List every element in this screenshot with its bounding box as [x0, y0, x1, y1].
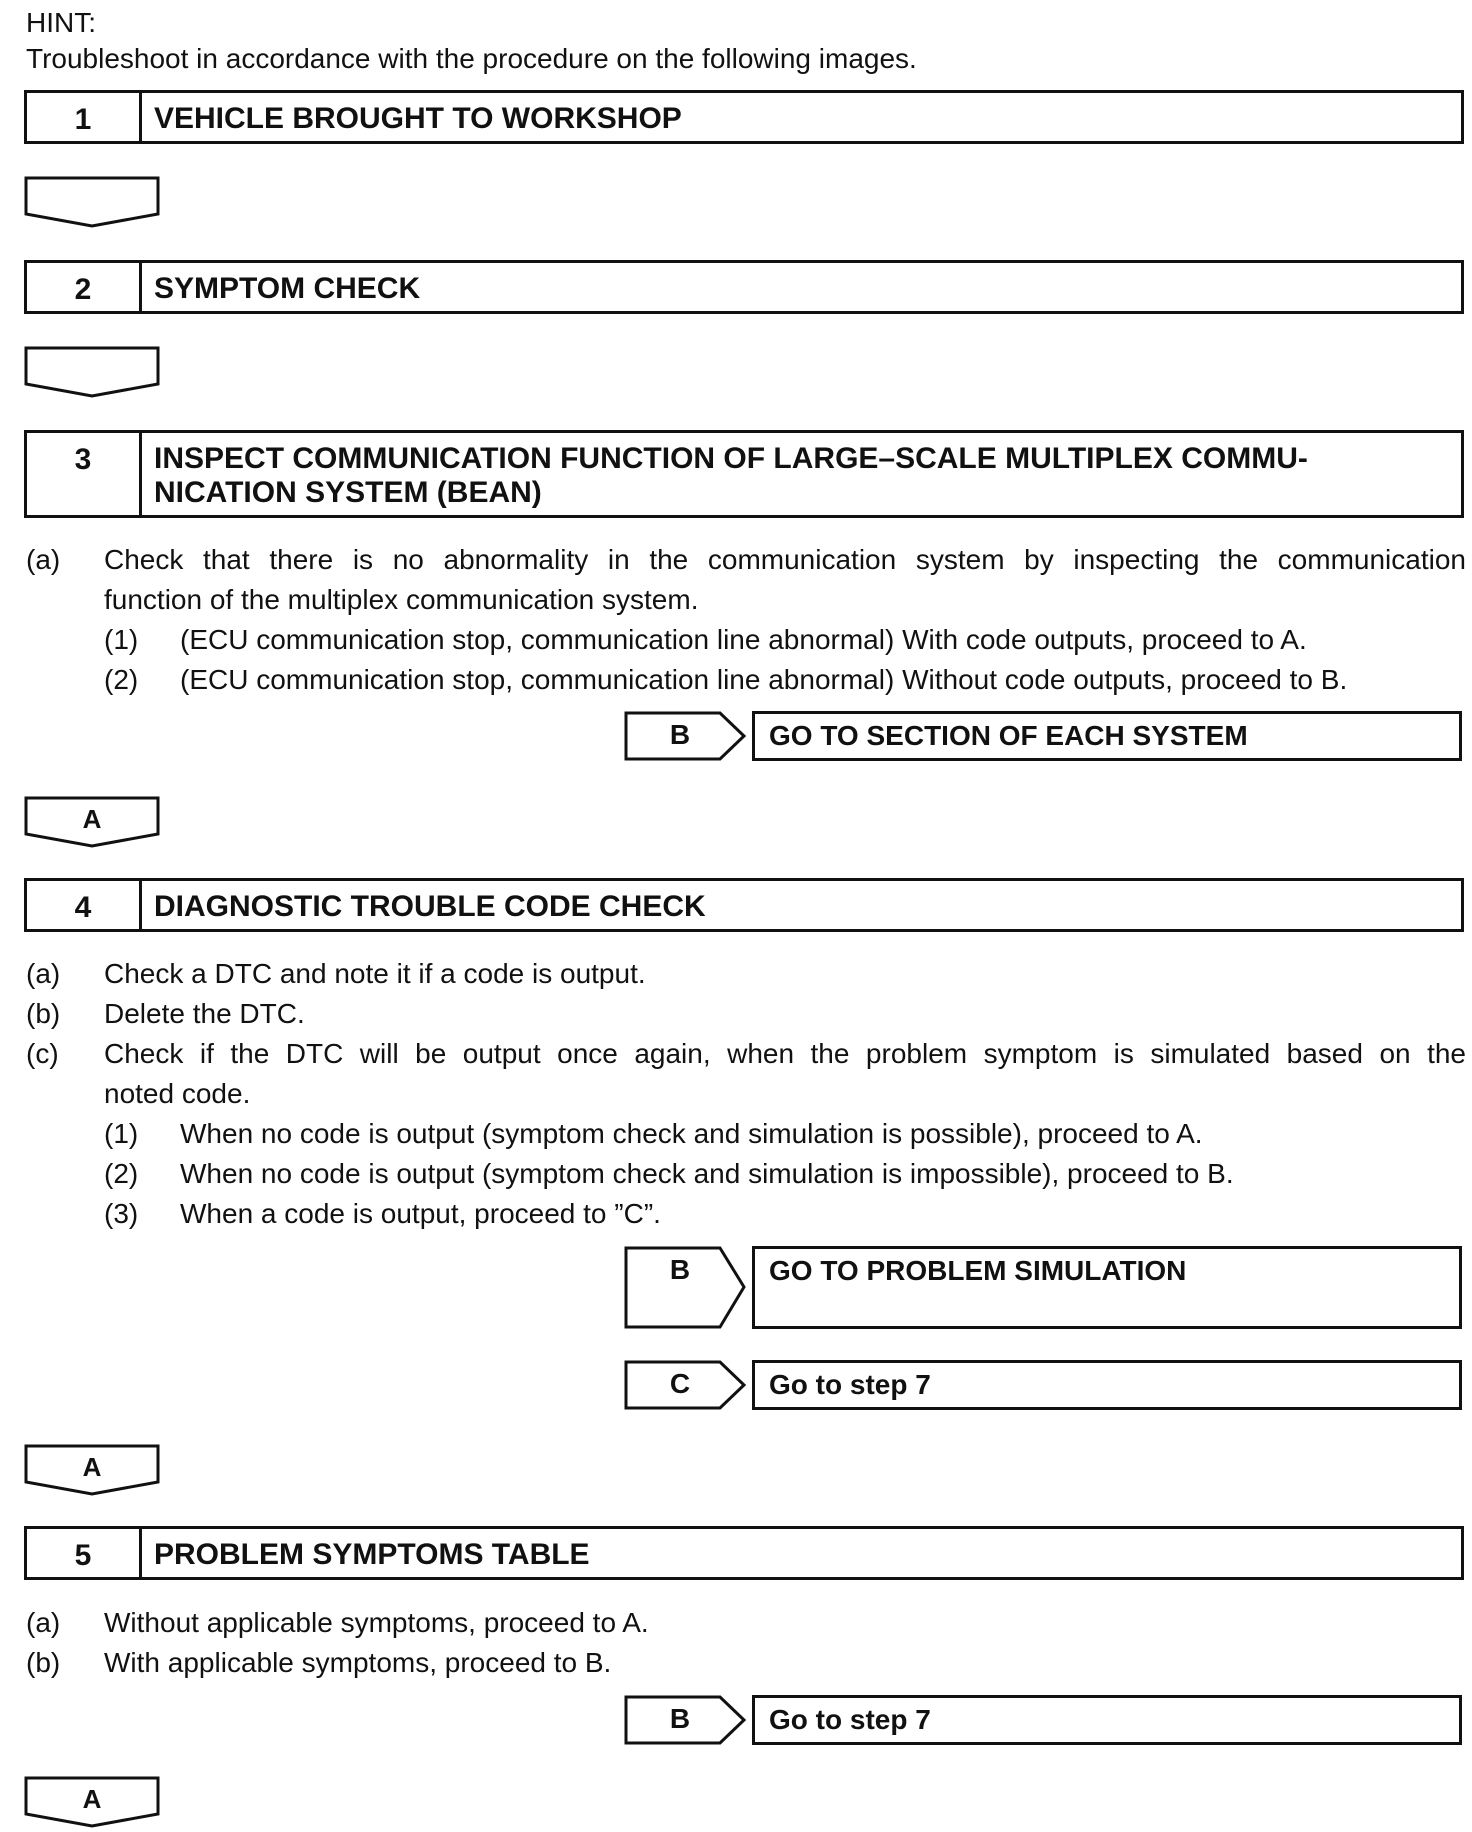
step-number: 4 [27, 881, 142, 929]
subitem-text: (ECU communication stop, communication line abnormal) With code outputs, proceed to A. [180, 624, 1307, 655]
step-number: 2 [27, 263, 142, 311]
step-number: 1 [27, 93, 142, 141]
item-text: Check a DTC and note it if a code is output. [104, 958, 646, 989]
item-text: Delete the DTC. [104, 998, 305, 1029]
branch-letter: B [669, 1254, 691, 1285]
item-text: Without applicable symptoms, proceed to A. [104, 1607, 649, 1638]
subitem-text: When no code is output (symptom check and simulation is possible), proceed to A. [180, 1118, 1203, 1149]
item-mark: (b) [26, 998, 61, 1029]
hint-text: Troubleshoot in accordance with the procedure on the following images. [26, 43, 917, 74]
arrow-label: A [82, 1784, 102, 1814]
subitem-mark: (3) [104, 1198, 139, 1229]
item-text: With applicable symptoms, proceed to B. [104, 1647, 612, 1678]
down-arrow-icon [24, 346, 160, 400]
step-title: DIAGNOSTIC TROUBLE CODE CHECK [154, 890, 706, 923]
down-arrow-icon [24, 176, 160, 230]
step-title: PROBLEM SYMPTOMS TABLE [154, 1538, 590, 1571]
branch-letter: B [669, 719, 691, 750]
arrow-label: A [82, 804, 102, 834]
item-mark: (a) [26, 1607, 61, 1638]
down-arrow-connector-a [24, 1444, 160, 1498]
item-text: function of the multiplex communication system. [104, 584, 699, 615]
branch-b-go-to-section [624, 711, 1466, 761]
branch-letter: B [669, 1703, 691, 1734]
branch-b-go-to-problem-simulation [624, 1246, 1466, 1329]
step-title: VEHICLE BROUGHT TO WORKSHOP [154, 102, 682, 135]
down-arrow-connector [24, 346, 160, 400]
down-arrow-connector-a [24, 1776, 160, 1830]
item-text: noted code. [104, 1078, 251, 1109]
item-mark: (c) [26, 1038, 59, 1069]
step-title-line: NICATION SYSTEM (BEAN) [154, 476, 542, 509]
branch-target: GO TO PROBLEM SIMULATION [752, 1246, 1462, 1329]
subitem-text: When a code is output, proceed to ”C”. [180, 1198, 661, 1229]
branch-c-go-to-step-7 [624, 1360, 1466, 1410]
subitem-mark: (2) [104, 664, 139, 695]
step-title-line: INSPECT COMMUNICATION FUNCTION OF LARGE–SCALE MULTIPLEX COMMU- [154, 442, 1308, 475]
subitem-mark: (1) [104, 1118, 139, 1149]
down-arrow-connector-a [24, 796, 160, 850]
subitem-mark: (1) [104, 624, 139, 655]
branch-target: Go to step 7 [752, 1695, 1462, 1745]
step-1-header [24, 90, 1464, 144]
branch-target: Go to step 7 [752, 1360, 1462, 1410]
subitem-text: (ECU communication stop, communication line abnormal) Without code outputs, proceed to B. [180, 664, 1348, 695]
branch-target: GO TO SECTION OF EACH SYSTEM [752, 711, 1462, 761]
step-title [142, 433, 1320, 515]
item-text: Check if the DTC will be output once again, when the problem symptom is simulated based on the [104, 1038, 1466, 1069]
item-mark: (a) [26, 958, 61, 989]
item-mark: (a) [26, 544, 61, 575]
down-arrow-connector [24, 176, 160, 230]
step-number: 5 [27, 1529, 142, 1577]
item-text: Check that there is no abnormality in the communication system by inspecting the communication [104, 544, 1466, 575]
subitem-mark: (2) [104, 1158, 139, 1189]
step-title: SYMPTOM CHECK [154, 272, 421, 305]
arrow-label: A [82, 1452, 102, 1482]
branch-letter: C [669, 1368, 691, 1399]
step-2-header [24, 260, 1464, 314]
step-number: 3 [27, 433, 142, 515]
hint-label: HINT: [26, 7, 96, 38]
step-5-header [24, 1526, 1464, 1580]
branch-b-go-to-step-7 [624, 1695, 1466, 1745]
step-3-header [24, 430, 1464, 518]
subitem-text: When no code is output (symptom check and simulation is impossible), proceed to B. [180, 1158, 1234, 1189]
item-mark: (b) [26, 1647, 61, 1678]
step-4-header [24, 878, 1464, 932]
